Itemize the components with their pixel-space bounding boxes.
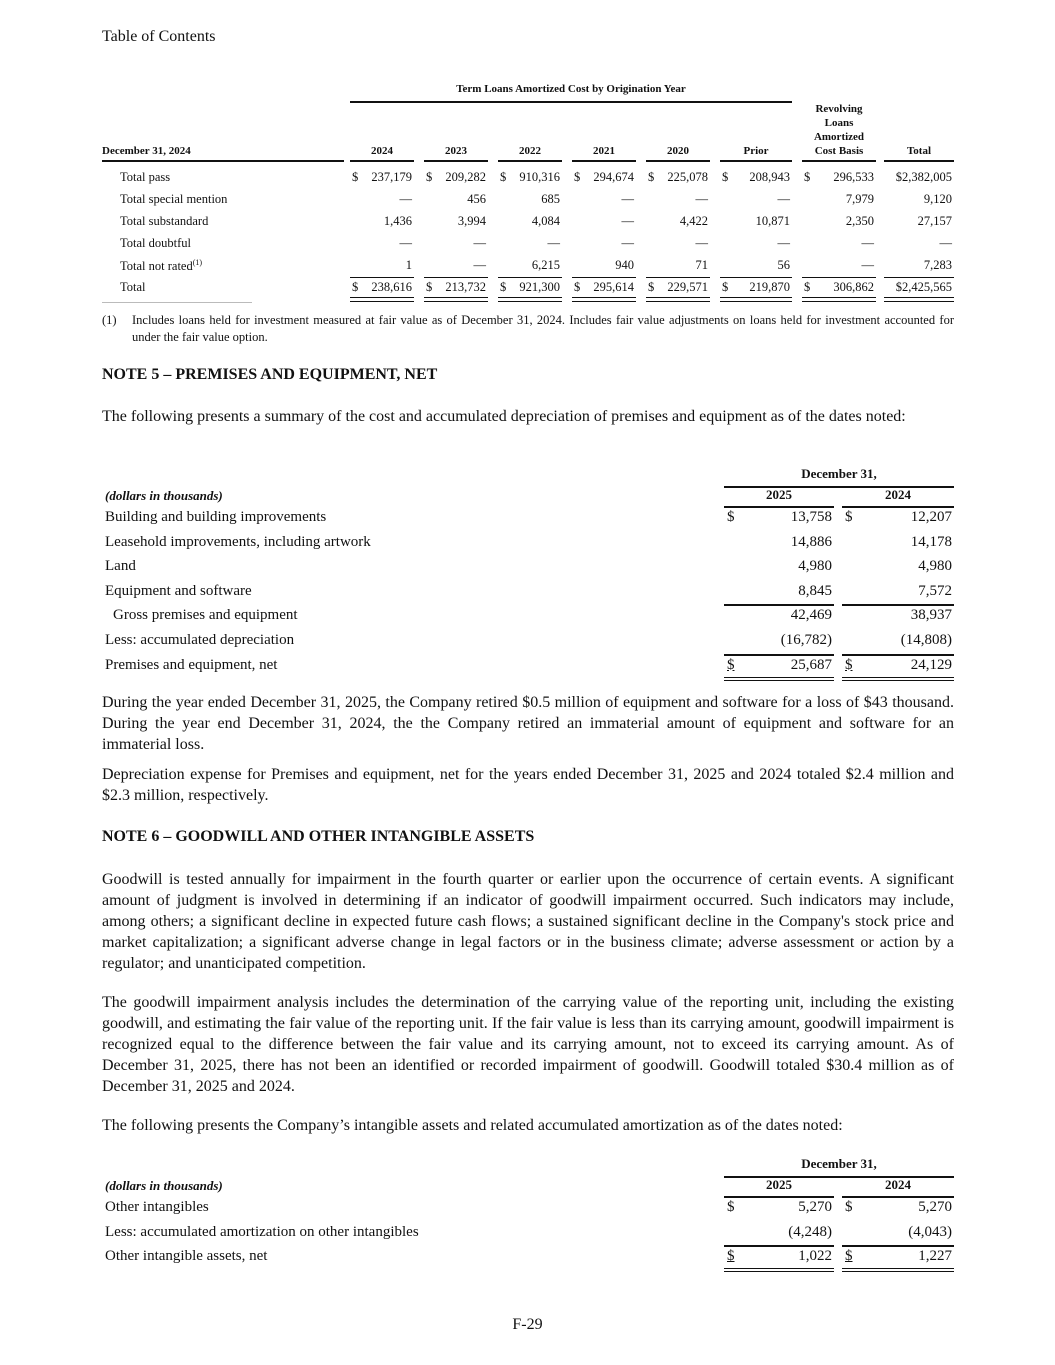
cell-value-2025: 13,758 bbox=[790, 509, 832, 525]
total-rule bbox=[498, 277, 562, 278]
cell-value: — bbox=[399, 236, 412, 250]
cell-value: 4,084 bbox=[531, 214, 560, 228]
row-label: Less: accumulated depreciation bbox=[105, 632, 295, 648]
table-cell bbox=[424, 236, 486, 251]
double-underline bbox=[424, 297, 488, 302]
total-rule bbox=[350, 277, 414, 278]
total-rule bbox=[646, 277, 710, 278]
table-cell bbox=[350, 192, 412, 207]
row-label bbox=[120, 236, 191, 251]
table-cell bbox=[424, 280, 486, 295]
dollar-sign: $ bbox=[352, 170, 359, 184]
unit-label: (dollars in thousands) bbox=[105, 488, 223, 503]
cell-value-2025: 14,886 bbox=[790, 533, 832, 550]
table-row bbox=[102, 1221, 954, 1245]
cell-value: 296,533 bbox=[833, 170, 874, 184]
col-revolving bbox=[802, 102, 876, 162]
cell-value: 225,078 bbox=[667, 170, 708, 184]
dollar-sign: $ bbox=[722, 280, 729, 294]
table-row bbox=[102, 580, 954, 604]
note6-para2: The goodwill impairment analysis includes the determination of the carrying value of the reporting unit, including the existing goodwill, and estimating the fair value of the reporting unit. If the fair value is less than its carrying amount, goodwill impairment is recognized equal to the difference between the fair value and its carrying amount, not to exceed its carrying amount. As of December 31, 2025, there has not been an identified or recorded impairment of goodwill. Goodwill totaled $30.4 million as of December 31, 2025 and 2024. bbox=[102, 994, 954, 1095]
row-label bbox=[120, 192, 227, 207]
subtotal-rule bbox=[724, 1245, 834, 1247]
table-cell bbox=[646, 192, 708, 207]
total-rule bbox=[720, 277, 792, 278]
cell-value-2024: 38,937 bbox=[910, 607, 952, 624]
subtotal-rule bbox=[724, 654, 834, 656]
dollar-sign: $ bbox=[648, 170, 655, 184]
col-2022: 2022 bbox=[498, 144, 562, 162]
cell-value-2025: 8,845 bbox=[798, 582, 832, 599]
dollar-sign: $ bbox=[804, 280, 811, 294]
col-prior: Prior bbox=[720, 144, 792, 162]
cell-value-2025: (16,782) bbox=[780, 632, 832, 648]
table-row bbox=[102, 555, 954, 579]
period-header: December 31, bbox=[724, 1156, 954, 1178]
table-cell bbox=[572, 192, 634, 207]
table-row bbox=[102, 629, 954, 653]
row-label: Leasehold improvements, including artwork bbox=[105, 533, 371, 550]
cell-value-2024: 5,270 bbox=[918, 1199, 952, 1215]
cell-value: 2,350 bbox=[845, 214, 874, 228]
table-row bbox=[102, 167, 954, 189]
cell-value: 4,422 bbox=[679, 214, 708, 228]
revolving-line-4: Cost Basis bbox=[814, 145, 864, 157]
cell-value: 940 bbox=[615, 258, 634, 272]
row-label: Equipment and software bbox=[105, 582, 252, 599]
table-cell bbox=[884, 280, 952, 295]
double-underline bbox=[350, 297, 414, 302]
table-cell bbox=[572, 170, 634, 185]
table-row bbox=[102, 189, 954, 211]
row-label-text: Total bbox=[120, 280, 146, 294]
cell-value: 219,870 bbox=[749, 280, 790, 294]
table-row bbox=[102, 604, 954, 628]
table-cell bbox=[884, 214, 952, 229]
dollar-sign: $ bbox=[727, 1248, 735, 1265]
cell-value: 295,614 bbox=[593, 280, 634, 294]
cell-value: 238,616 bbox=[371, 280, 412, 294]
term-loans-group-header: Term Loans Amortized Cost by Origination Year bbox=[350, 83, 792, 103]
footnote bbox=[102, 312, 954, 346]
cell-value: $2,382,005 bbox=[895, 170, 952, 184]
cell-value: 7,979 bbox=[845, 192, 874, 206]
table-row bbox=[102, 233, 954, 255]
cell-value-2024: (14,808) bbox=[900, 632, 952, 648]
table-cell bbox=[720, 236, 790, 251]
col-2023: 2023 bbox=[424, 144, 488, 162]
table-cell bbox=[802, 236, 874, 251]
table-cell bbox=[498, 170, 560, 185]
cell-value: 213,732 bbox=[445, 280, 486, 294]
cell-value: 9,120 bbox=[923, 192, 952, 206]
cell-value: 208,943 bbox=[749, 170, 790, 184]
table-cell bbox=[572, 280, 634, 295]
row-label-text: Total pass bbox=[120, 170, 171, 184]
double-underline bbox=[802, 297, 876, 302]
cell-value: 294,674 bbox=[593, 170, 634, 184]
cell-value: 27,157 bbox=[917, 214, 952, 228]
cell-value: — bbox=[695, 236, 708, 250]
cell-value: — bbox=[473, 258, 486, 272]
subtotal-rule bbox=[842, 604, 954, 606]
footnote-text: Includes loans held for investment measured at fair value as of December 31, 2024. Includes fair value adjustments on loans held for investment accounted for under the fair value option. bbox=[132, 313, 954, 344]
row-label: Building and building improvements bbox=[105, 509, 327, 525]
cell-value: — bbox=[547, 236, 560, 250]
table-cell bbox=[802, 192, 874, 207]
double-underline bbox=[842, 1268, 954, 1272]
table-row bbox=[102, 1245, 954, 1269]
dollar-sign: $ bbox=[574, 170, 581, 184]
cell-value: 456 bbox=[467, 192, 486, 206]
row-label bbox=[120, 258, 202, 274]
dollar-sign: $ bbox=[352, 280, 359, 294]
table-cell bbox=[646, 236, 708, 251]
cell-value: 921,300 bbox=[519, 280, 560, 294]
loan-table-header-row bbox=[102, 102, 954, 162]
table-cell bbox=[424, 170, 486, 185]
col-total: Total bbox=[884, 144, 954, 162]
footnote-mark: (1) bbox=[102, 313, 117, 327]
dollar-sign: $ bbox=[727, 509, 735, 525]
table-row bbox=[102, 211, 954, 233]
year-2024: 2024 bbox=[842, 1177, 954, 1198]
table-cell bbox=[424, 258, 486, 273]
row-label: Land bbox=[105, 558, 136, 575]
cell-value-2025: 1,022 bbox=[798, 1248, 832, 1265]
table-cell bbox=[498, 192, 560, 207]
cell-value-2024: 4,980 bbox=[918, 558, 952, 575]
double-underline bbox=[724, 677, 834, 681]
revolving-line-3: Amortized bbox=[813, 131, 865, 143]
double-underline bbox=[842, 677, 954, 681]
cell-value: — bbox=[621, 236, 634, 250]
cell-value: — bbox=[861, 258, 874, 272]
dollar-sign: $ bbox=[845, 509, 853, 525]
cell-value-2025: (4,248) bbox=[788, 1223, 832, 1240]
cell-value-2024: 7,572 bbox=[918, 582, 952, 599]
table-cell bbox=[720, 214, 790, 229]
double-underline bbox=[646, 297, 710, 302]
cell-value: 10,871 bbox=[755, 214, 790, 228]
col-2024: 2024 bbox=[350, 144, 414, 162]
table-cell bbox=[884, 192, 952, 207]
table-row bbox=[102, 506, 954, 530]
table-cell bbox=[720, 280, 790, 295]
dollar-sign: $ bbox=[500, 280, 507, 294]
cell-value-2024: 12,207 bbox=[910, 509, 952, 525]
total-rule bbox=[572, 277, 636, 278]
cell-value-2025: 5,270 bbox=[798, 1199, 832, 1215]
table-cell bbox=[646, 170, 708, 185]
table-cell bbox=[884, 170, 952, 185]
row-label: Other intangibles bbox=[105, 1199, 209, 1215]
dollar-sign: $ bbox=[426, 170, 433, 184]
cell-value: 229,571 bbox=[667, 280, 708, 294]
table-row bbox=[102, 531, 954, 555]
col-2020: 2020 bbox=[646, 144, 710, 162]
note6-heading: NOTE 6 – GOODWILL AND OTHER INTANGIBLE ASSETS bbox=[102, 828, 535, 845]
table-cell bbox=[572, 214, 634, 229]
dollar-sign: $ bbox=[500, 170, 507, 184]
cell-value: — bbox=[399, 192, 412, 206]
table-cell bbox=[350, 214, 412, 229]
total-rule bbox=[802, 277, 876, 278]
cell-value-2024: (4,043) bbox=[908, 1223, 952, 1240]
cell-value: 209,282 bbox=[445, 170, 486, 184]
cell-value-2025: 4,980 bbox=[798, 558, 832, 575]
double-underline bbox=[724, 1268, 834, 1272]
dollar-sign: $ bbox=[727, 1199, 735, 1215]
unit-label: (dollars in thousands) bbox=[105, 1178, 223, 1193]
row-label-text: Total not rated bbox=[120, 259, 193, 274]
table-cell bbox=[646, 280, 708, 295]
table-cell bbox=[884, 258, 952, 273]
cell-value-2024: 1,227 bbox=[918, 1248, 952, 1265]
cell-value: 6,215 bbox=[531, 258, 560, 272]
dollar-sign: $ bbox=[845, 656, 853, 673]
footnote-divider bbox=[102, 302, 252, 303]
note5-para1: During the year ended December 31, 2025, the Company retired $0.5 million of equipment and software for a loss of $43 thousand. During the year end December 31, 2024, the the Company retired an immaterial amount of equipment and software for an immaterial loss. bbox=[102, 694, 954, 753]
cell-value: — bbox=[621, 192, 634, 206]
cell-value: 910,316 bbox=[519, 170, 560, 184]
cell-value: 306,862 bbox=[833, 280, 874, 294]
row-label: Less: accumulated amortization on other intangibles bbox=[105, 1223, 419, 1240]
table-cell bbox=[646, 214, 708, 229]
table-cell bbox=[720, 258, 790, 273]
table-cell bbox=[424, 214, 486, 229]
cell-value: 1 bbox=[405, 258, 412, 272]
year-2025: 2025 bbox=[724, 1177, 834, 1198]
row-label bbox=[120, 214, 208, 229]
table-cell bbox=[424, 192, 486, 207]
dollar-sign: $ bbox=[804, 170, 811, 184]
dollar-sign: $ bbox=[722, 170, 729, 184]
table-cell bbox=[350, 170, 412, 185]
table-of-contents-link[interactable]: Table of Contents bbox=[102, 28, 216, 45]
dollar-sign: $ bbox=[426, 280, 433, 294]
row-label-text: Total special mention bbox=[120, 192, 228, 206]
note5-para2: Depreciation expense for Premises and equipment, net for the years ended December 31, 2025 and 2024 totaled $2.4 million and $2.3 million, respectively. bbox=[102, 766, 954, 804]
double-underline bbox=[498, 297, 562, 302]
double-underline bbox=[572, 297, 636, 302]
double-underline bbox=[884, 297, 954, 302]
table-cell bbox=[350, 258, 412, 273]
row-label-text: Total substandard bbox=[120, 214, 209, 228]
cell-value: 71 bbox=[695, 258, 708, 272]
cell-value: 3,994 bbox=[457, 214, 486, 228]
table-cell bbox=[720, 192, 790, 207]
table-cell bbox=[720, 170, 790, 185]
table-cell bbox=[572, 258, 634, 273]
dollar-sign: $ bbox=[648, 280, 655, 294]
total-rule bbox=[884, 277, 954, 278]
cell-value: — bbox=[473, 236, 486, 250]
period-header: December 31, bbox=[724, 466, 954, 488]
table-cell bbox=[646, 258, 708, 273]
table-cell bbox=[884, 236, 952, 251]
cell-value: — bbox=[777, 236, 790, 250]
row-label: Gross premises and equipment bbox=[113, 607, 298, 624]
cell-value: $2,425,565 bbox=[895, 280, 952, 294]
table-row bbox=[102, 654, 954, 678]
total-rule bbox=[424, 277, 488, 278]
double-underline bbox=[720, 297, 792, 302]
dollar-sign: $ bbox=[845, 1199, 853, 1215]
year-2024: 2024 bbox=[842, 487, 954, 508]
note6-para3: The following presents the Company’s intangible assets and related accumulated amortization as of the dates noted: bbox=[102, 1117, 843, 1134]
note5-heading: NOTE 5 – PREMISES AND EQUIPMENT, NET bbox=[102, 366, 438, 383]
revolving-line-1: Revolving bbox=[815, 103, 863, 115]
cell-value-2025: 42,469 bbox=[790, 607, 832, 624]
row-label bbox=[120, 280, 146, 295]
cell-value-2024: 24,129 bbox=[910, 656, 952, 673]
dollar-sign: $ bbox=[574, 280, 581, 294]
table-cell bbox=[350, 236, 412, 251]
col-2021: 2021 bbox=[572, 144, 636, 162]
table-cell bbox=[802, 280, 874, 295]
row-header: December 31, 2024 bbox=[102, 144, 344, 162]
cell-value-2024: 14,178 bbox=[910, 533, 952, 550]
table-cell bbox=[498, 214, 560, 229]
cell-value: — bbox=[695, 192, 708, 206]
subtotal-rule bbox=[842, 654, 954, 656]
table-cell bbox=[498, 280, 560, 295]
revolving-line-2: Loans bbox=[824, 117, 854, 129]
table-cell bbox=[350, 280, 412, 295]
cell-value-2025: 25,687 bbox=[790, 656, 832, 673]
dollar-sign: $ bbox=[727, 656, 735, 673]
year-2025: 2025 bbox=[724, 487, 834, 508]
row-label-text: Total doubtful bbox=[120, 236, 191, 250]
subtotal-rule bbox=[724, 604, 834, 606]
table-cell bbox=[498, 258, 560, 273]
table-cell bbox=[802, 214, 874, 229]
table-row bbox=[102, 255, 954, 277]
cell-value: 7,283 bbox=[923, 258, 952, 272]
cell-value: — bbox=[861, 236, 874, 250]
note5-intro: The following presents a summary of the cost and accumulated depreciation of premises and equipment as of the dates noted: bbox=[102, 408, 906, 425]
table-cell bbox=[572, 236, 634, 251]
row-label: Other intangible assets, net bbox=[105, 1248, 268, 1265]
subtotal-rule bbox=[842, 1245, 954, 1247]
table-cell bbox=[802, 170, 874, 185]
table-cell bbox=[802, 258, 874, 273]
cell-value: — bbox=[621, 214, 634, 228]
row-label: Premises and equipment, net bbox=[105, 656, 278, 673]
dollar-sign: $ bbox=[845, 1248, 853, 1265]
cell-value: — bbox=[939, 236, 952, 250]
page-number: F-29 bbox=[512, 1316, 543, 1333]
cell-value: 685 bbox=[541, 192, 560, 206]
table-cell bbox=[498, 236, 560, 251]
table-row bbox=[102, 277, 954, 299]
row-label bbox=[120, 170, 170, 185]
cell-value: — bbox=[777, 192, 790, 206]
cell-value: 56 bbox=[777, 258, 790, 272]
table-row bbox=[102, 1196, 954, 1220]
note6-para1: Goodwill is tested annually for impairment in the fourth quarter or earlier upon the occurrence of certain events. A significant amount of judgment is involved in determining if an indicator of goodwill impairment occurred. Such indicators may include, among others; a significant decline in expected future cash flows; a sustained significant decline in the Company's stock price and market capitalization; a significant adverse change in legal factors or in the business climate; adverse assessment or action by a regulator; and unanticipated competition. bbox=[102, 871, 954, 972]
footnote-ref: (1) bbox=[192, 258, 203, 267]
cell-value: 237,179 bbox=[371, 170, 412, 184]
cell-value: 1,436 bbox=[383, 214, 412, 228]
